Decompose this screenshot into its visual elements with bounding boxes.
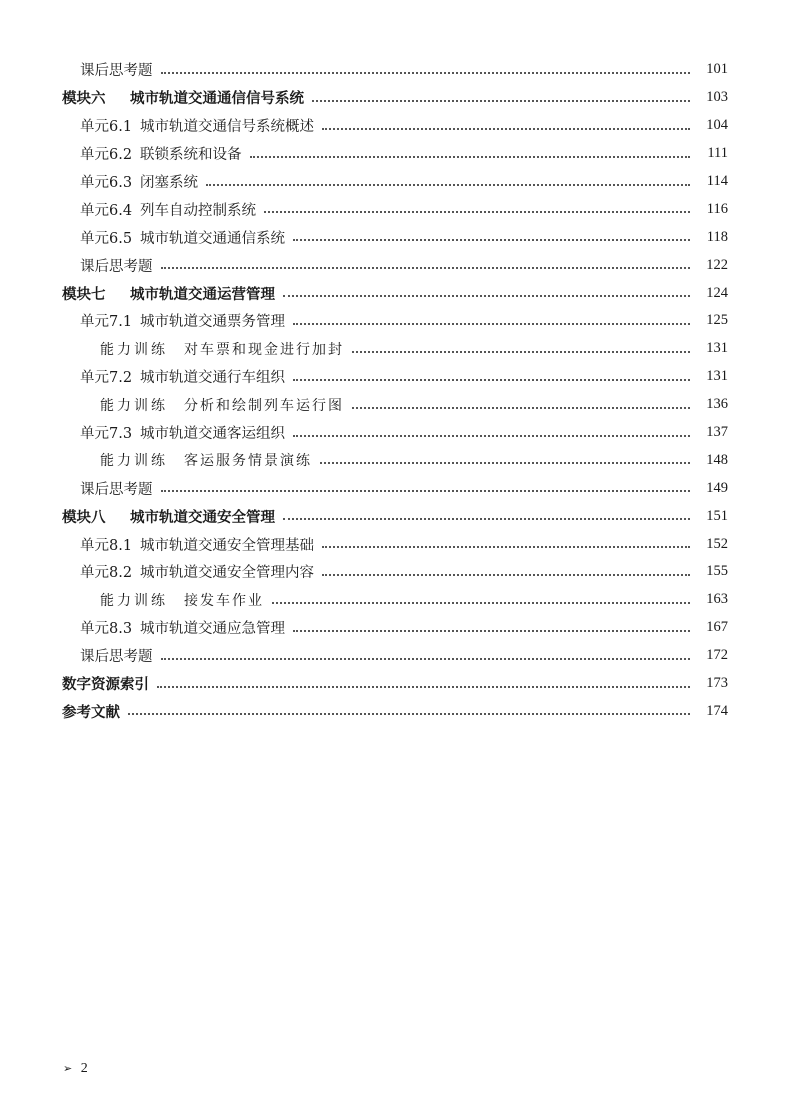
toc-entry-label	[80, 366, 285, 387]
dot-leader	[283, 295, 690, 297]
toc-entry-title: 列车自动控制系统	[140, 202, 256, 219]
toc-entry[interactable]	[62, 223, 728, 251]
dot-leader	[322, 574, 690, 576]
toc-entry[interactable]	[62, 112, 728, 140]
toc-entry-title: 分析和绘制列车运行图	[184, 397, 344, 414]
toc-entry-page: 116	[706, 200, 728, 217]
toc-entry-page: 111	[707, 145, 728, 162]
toc-entry-number: 单元7.3	[80, 426, 133, 443]
toc-entry[interactable]	[62, 307, 728, 335]
toc-entry-label	[80, 478, 153, 499]
dot-leader	[161, 267, 691, 269]
toc-entry-label	[62, 506, 275, 527]
toc-entry-number: 单元8.3	[80, 621, 133, 638]
toc-entry-number: 能力训练	[100, 453, 168, 470]
toc-entry[interactable]	[62, 419, 728, 447]
toc-entry-page: 163	[706, 591, 728, 608]
toc-entry[interactable]	[62, 140, 728, 168]
toc-entry-title: 对车票和现金进行加封	[184, 341, 344, 358]
toc-entry-number: 模块七	[62, 286, 106, 303]
toc-entry[interactable]	[62, 586, 728, 614]
toc-entry-title: 城市轨道交通通信信号系统	[130, 91, 304, 108]
toc-entry-number: 单元6.5	[80, 230, 133, 247]
toc-entry-number: 单元8.1	[80, 537, 133, 554]
dot-leader	[283, 518, 690, 520]
arrow-icon: ➢	[63, 1063, 73, 1075]
toc-entry-label	[80, 561, 314, 582]
toc-entry[interactable]	[62, 558, 728, 586]
toc-entry-title: 课后思考题	[80, 63, 153, 80]
table-of-contents	[62, 56, 728, 725]
toc-entry-title: 城市轨道交通信号系统概述	[140, 119, 314, 136]
toc-entry-page: 104	[706, 117, 728, 134]
toc-entry-page: 167	[706, 619, 728, 636]
dot-leader	[293, 630, 690, 632]
toc-entry-page: 136	[706, 396, 728, 413]
toc-entry-page: 131	[706, 368, 728, 385]
dot-leader	[161, 490, 691, 492]
toc-entry-label	[80, 143, 242, 164]
toc-entry-title: 城市轨道交通通信系统	[140, 230, 285, 247]
toc-entry-title: 联锁系统和设备	[140, 147, 242, 164]
toc-entry-page: 173	[706, 675, 728, 692]
toc-entry-page: 118	[706, 228, 728, 245]
toc-entry-page: 172	[706, 647, 728, 664]
toc-entry[interactable]	[62, 474, 728, 502]
toc-entry-label	[80, 115, 314, 136]
toc-entry-label	[80, 171, 198, 192]
page-number: 2	[80, 1061, 88, 1076]
toc-entry-page: 131	[706, 340, 728, 357]
toc-entry-number: 单元8.2	[80, 565, 133, 582]
toc-entry-label	[80, 617, 285, 638]
toc-entry-title: 城市轨道交通安全管理内容	[140, 565, 314, 582]
toc-entry-title: 课后思考题	[80, 258, 153, 275]
toc-entry[interactable]	[62, 446, 728, 474]
dot-leader	[128, 713, 690, 715]
toc-entry-title: 客运服务情景演练	[184, 453, 312, 470]
dot-leader	[312, 100, 690, 102]
toc-entry-number: 能力训练	[100, 592, 168, 609]
toc-entry-page: 174	[706, 702, 728, 719]
dot-leader	[293, 379, 690, 381]
toc-entry-number: 单元6.4	[80, 202, 133, 219]
dot-leader	[293, 435, 690, 437]
toc-entry-number: 模块六	[62, 91, 106, 108]
toc-entry-number: 单元6.2	[80, 147, 133, 164]
toc-entry-label	[80, 59, 153, 80]
toc-entry-title: 课后思考题	[80, 649, 153, 666]
toc-entry-page: 125	[706, 312, 728, 329]
dot-leader	[250, 156, 691, 158]
toc-entry-page: 152	[706, 535, 728, 552]
toc-entry-number: 单元7.2	[80, 370, 133, 387]
toc-entry-page: 124	[706, 284, 728, 301]
toc-entry[interactable]	[62, 391, 728, 419]
dot-leader	[322, 546, 690, 548]
toc-entry-label	[80, 199, 256, 220]
toc-entry-title: 城市轨道交通行车组织	[140, 370, 285, 387]
toc-entry-label	[100, 450, 312, 470]
dot-leader	[322, 128, 690, 130]
toc-entry-page: 122	[706, 256, 728, 273]
toc-entry-label	[100, 395, 344, 415]
dot-leader	[293, 239, 690, 241]
toc-entry-label	[100, 590, 264, 610]
dot-leader	[352, 351, 690, 353]
dot-leader	[161, 72, 691, 74]
toc-entry-title: 城市轨道交通安全管理	[130, 509, 275, 526]
toc-entry-page: 114	[706, 173, 728, 189]
toc-entry-label	[80, 310, 285, 331]
toc-entry-number: 单元6.1	[80, 119, 133, 136]
toc-entry-label	[100, 339, 344, 359]
toc-entry-title: 城市轨道交通票务管理	[140, 314, 285, 331]
toc-entry-title: 数字资源索引	[62, 677, 149, 694]
page-footer	[63, 1061, 88, 1077]
dot-leader	[206, 184, 690, 186]
toc-entry-number: 能力训练	[100, 341, 168, 358]
toc-entry-number: 单元6.3	[80, 175, 133, 191]
toc-entry[interactable]	[62, 168, 728, 196]
toc-entry-title: 参考文献	[62, 704, 120, 721]
toc-entry[interactable]	[62, 195, 728, 223]
toc-entry-title: 闭塞系统	[140, 175, 198, 191]
toc-entry-label	[80, 255, 153, 276]
toc-entry[interactable]	[62, 56, 728, 84]
toc-entry-label	[62, 87, 304, 108]
dot-leader	[264, 211, 690, 213]
toc-entry-label	[62, 701, 120, 722]
toc-entry[interactable]	[62, 642, 728, 670]
toc-entry-page: 151	[706, 507, 728, 524]
toc-entry-title: 接发车作业	[184, 592, 264, 609]
dot-leader	[157, 686, 690, 688]
dot-leader	[272, 602, 690, 604]
toc-entry-page: 137	[706, 424, 728, 441]
toc-entry-page: 149	[706, 479, 728, 496]
toc-entry-page: 148	[706, 451, 728, 468]
toc-entry[interactable]	[62, 84, 728, 112]
toc-entry[interactable]	[62, 363, 728, 391]
toc-entry-label	[80, 422, 285, 443]
toc-entry-title: 城市轨道交通应急管理	[140, 621, 285, 638]
toc-entry[interactable]	[62, 502, 728, 530]
toc-entry-page: 101	[706, 61, 728, 78]
toc-entry[interactable]	[62, 530, 728, 558]
toc-entry-label	[80, 534, 314, 555]
toc-entry[interactable]	[62, 670, 728, 698]
toc-entry[interactable]	[62, 697, 728, 725]
toc-entry-number: 单元7.1	[80, 314, 133, 331]
dot-leader	[161, 658, 691, 660]
toc-entry[interactable]	[62, 251, 728, 279]
toc-entry-title: 城市轨道交通客运组织	[140, 426, 285, 443]
toc-entry-title: 课后思考题	[80, 481, 153, 498]
toc-entry[interactable]	[62, 335, 728, 363]
toc-entry-page: 103	[706, 89, 728, 106]
toc-entry[interactable]	[62, 614, 728, 642]
toc-entry-label	[80, 645, 153, 666]
toc-entry-label	[80, 227, 285, 248]
dot-leader	[352, 407, 690, 409]
toc-entry[interactable]	[62, 279, 728, 307]
toc-entry-label	[62, 283, 275, 304]
dot-leader	[293, 323, 690, 325]
toc-entry-number: 能力训练	[100, 397, 168, 414]
toc-entry-title: 城市轨道交通运营管理	[130, 286, 275, 303]
toc-entry-page: 155	[706, 563, 728, 580]
toc-entry-title: 城市轨道交通安全管理基础	[140, 537, 314, 554]
toc-entry-number: 模块八	[62, 509, 106, 526]
toc-entry-label	[62, 673, 149, 694]
dot-leader	[320, 462, 690, 464]
